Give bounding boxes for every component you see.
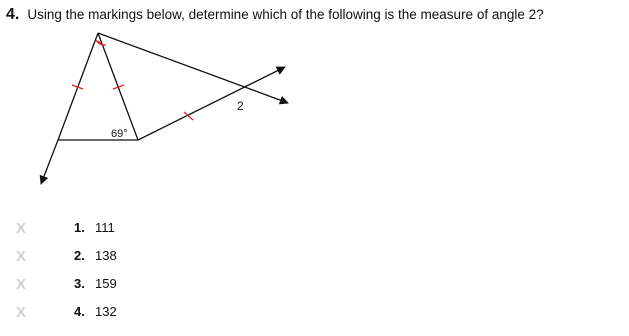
choice-value: 138 [95, 248, 117, 263]
apex-ray [98, 33, 288, 103]
choice-number: 3. [74, 276, 85, 291]
choice-number: 4. [74, 304, 85, 319]
answer-choice-4[interactable] [0, 298, 629, 326]
incorrect-x-icon: X [16, 304, 27, 321]
incorrect-x-icon: X [16, 220, 27, 237]
choice-number: 1. [74, 220, 85, 235]
answer-choice-2[interactable] [0, 242, 629, 270]
incorrect-x-icon: X [16, 248, 27, 265]
incorrect-x-icon: X [16, 276, 27, 293]
answer-choice-1[interactable] [0, 214, 629, 242]
choice-value: 159 [95, 276, 117, 291]
angle-label-given: 69° [111, 128, 128, 140]
choice-value: 132 [95, 304, 117, 319]
angle-label-unknown: 2 [237, 99, 244, 113]
question-number: 4. [6, 6, 20, 23]
answer-list [0, 214, 629, 326]
choice-value: 111 [95, 220, 115, 235]
answer-choice-3[interactable] [0, 270, 629, 298]
base-vertex-ray [138, 67, 285, 140]
choice-number: 2. [74, 248, 85, 263]
triangle-left-side [58, 33, 98, 140]
triangle-right-side [98, 33, 138, 140]
question-text: Using the markings below, determine which of the following is the measure of angle 2? [27, 7, 544, 22]
left-side-ray [41, 140, 58, 184]
